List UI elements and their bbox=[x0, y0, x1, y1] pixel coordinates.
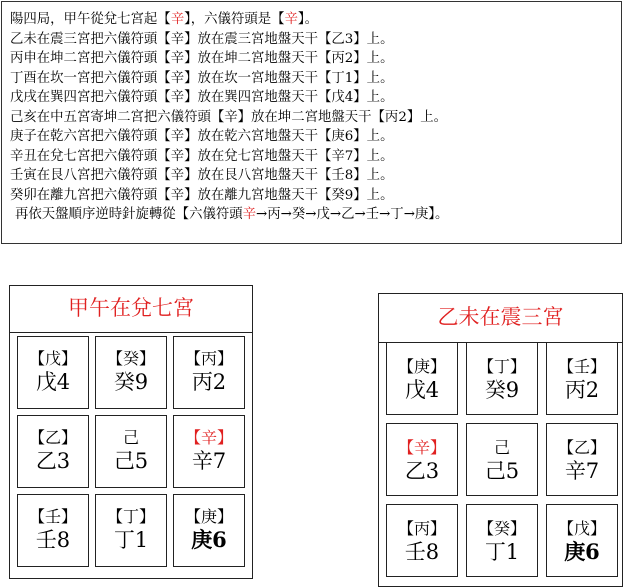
right-panel-cell bbox=[466, 423, 538, 496]
left-panel-cell bbox=[17, 336, 89, 409]
cell-bottom-label: 癸9 bbox=[113, 370, 149, 394]
cell-bottom-label: 壬8 bbox=[35, 528, 71, 552]
text-line-last: 再依天盤順序逆時針旋轉從【六儀符頭辛→丙→癸→戊→乙→壬→丁→庚】。 bbox=[15, 207, 449, 222]
cell-bottom-label: 乙3 bbox=[404, 459, 440, 483]
text-line: 壬寅在艮八宮把六儀符頭【辛】放在艮八宮地盤天干【壬8】上。 bbox=[10, 168, 394, 183]
cell-top-label: 【辛】 bbox=[184, 428, 233, 447]
cell-bottom-label: 壬8 bbox=[404, 540, 440, 564]
cell-bottom-label: 丁1 bbox=[484, 540, 520, 564]
left-panel-cell bbox=[95, 494, 167, 567]
text-line: 乙未在震三宮把六儀符頭【辛】放在震三宮地盤天干【乙3】上。 bbox=[10, 31, 394, 47]
text-line: 己亥在中五宮寄坤二宮把六儀符頭【辛】放在坤二宮地盤天干【丙2】上。 bbox=[10, 109, 448, 125]
left-panel-cell bbox=[173, 494, 245, 567]
left-panel-cell bbox=[17, 494, 89, 567]
right-panel-title: 乙未在震三宮 bbox=[379, 294, 622, 343]
cell-bottom-label: 己5 bbox=[484, 459, 520, 483]
cell-bottom-label: 丙2 bbox=[564, 378, 600, 402]
highlight-xin: 辛 bbox=[284, 12, 298, 27]
cell-top-label: 己 bbox=[493, 438, 510, 457]
right-panel-cell bbox=[546, 504, 618, 577]
cell-bottom-label: 庚6 bbox=[191, 527, 227, 552]
left-panel-cell bbox=[173, 336, 245, 409]
cell-top-label: 【壬】 bbox=[28, 507, 77, 526]
cell-top-label: 【丁】 bbox=[477, 357, 526, 376]
highlight-xin: 辛 bbox=[170, 12, 185, 27]
right-panel-cell bbox=[466, 504, 538, 577]
cell-bottom-label: 辛7 bbox=[564, 459, 600, 483]
cell-bottom-label: 戊4 bbox=[404, 378, 440, 402]
cell-bottom-label: 癸9 bbox=[484, 378, 520, 402]
cell-top-label: 【辛】 bbox=[397, 438, 446, 457]
cell-top-label: 【丙】 bbox=[184, 349, 233, 368]
cell-top-label: 【丙】 bbox=[397, 519, 446, 538]
cell-top-label: 【庚】 bbox=[184, 507, 233, 526]
text-line: 戊戌在巽四宮把六儀符頭【辛】放在巽四宮地盤天干【戊4】上。 bbox=[10, 90, 394, 105]
cell-bottom-label: 己5 bbox=[113, 449, 149, 473]
cell-top-label: 【乙】 bbox=[28, 428, 77, 447]
cell-top-label: 【丁】 bbox=[106, 507, 155, 526]
left-panel-title: 甲午在兌七宮 bbox=[10, 286, 252, 333]
left-panel-cell bbox=[17, 415, 89, 488]
text-line: 辛丑在兌七宮把六儀符頭【辛】放在兌七宮地盤天干【辛7】上。 bbox=[10, 148, 394, 164]
cell-top-label: 【癸】 bbox=[106, 349, 155, 368]
text-line: 庚子在乾六宮把六儀符頭【辛】放在乾六宮地盤天干【庚6】上。 bbox=[10, 129, 394, 144]
cell-top-label: 【乙】 bbox=[557, 438, 606, 457]
text-line-1: 陽四局，甲午從兌七宮起【辛】，六儀符頭是【辛】。 bbox=[10, 12, 318, 27]
left-panel-cell bbox=[95, 415, 167, 488]
cell-top-label: 【癸】 bbox=[477, 519, 526, 538]
left-panel-cell bbox=[173, 415, 245, 488]
text-line: 癸卯在離九宮把六儀符頭【辛】放在離九宮地盤天干【癸9】上。 bbox=[10, 187, 394, 203]
cell-bottom-label: 庚6 bbox=[564, 539, 600, 564]
right-panel-cell bbox=[546, 423, 618, 496]
highlight-xin: 辛 bbox=[242, 207, 257, 222]
cell-bottom-label: 乙3 bbox=[35, 449, 71, 473]
right-panel-cell bbox=[546, 342, 618, 415]
text-line: 丙申在坤二宮把六儀符頭【辛】放在坤二宮地盤天干【丙2】上。 bbox=[10, 51, 394, 66]
right-panel-cell bbox=[386, 504, 458, 577]
right-panel-cell bbox=[386, 423, 458, 496]
left-panel-cell bbox=[95, 336, 167, 409]
cell-bottom-label: 丁1 bbox=[113, 528, 149, 552]
right-palace-panel bbox=[378, 293, 623, 587]
explanation-textbox bbox=[1, 1, 622, 244]
cell-bottom-label: 丙2 bbox=[191, 370, 227, 394]
cell-top-label: 【戊】 bbox=[28, 349, 77, 368]
cell-top-label: 【庚】 bbox=[397, 357, 446, 376]
right-panel-cell bbox=[466, 342, 538, 415]
cell-bottom-label: 辛7 bbox=[191, 449, 227, 473]
left-palace-panel bbox=[9, 285, 253, 579]
cell-top-label: 己 bbox=[122, 428, 139, 447]
cell-top-label: 【戊】 bbox=[557, 519, 606, 538]
right-panel-cell bbox=[386, 342, 458, 415]
text-line: 丁酉在坎一宮把六儀符頭【辛】放在坎一宮地盤天干【丁1】上。 bbox=[10, 70, 394, 86]
cell-bottom-label: 戊4 bbox=[35, 370, 71, 394]
cell-top-label: 【壬】 bbox=[557, 357, 606, 376]
